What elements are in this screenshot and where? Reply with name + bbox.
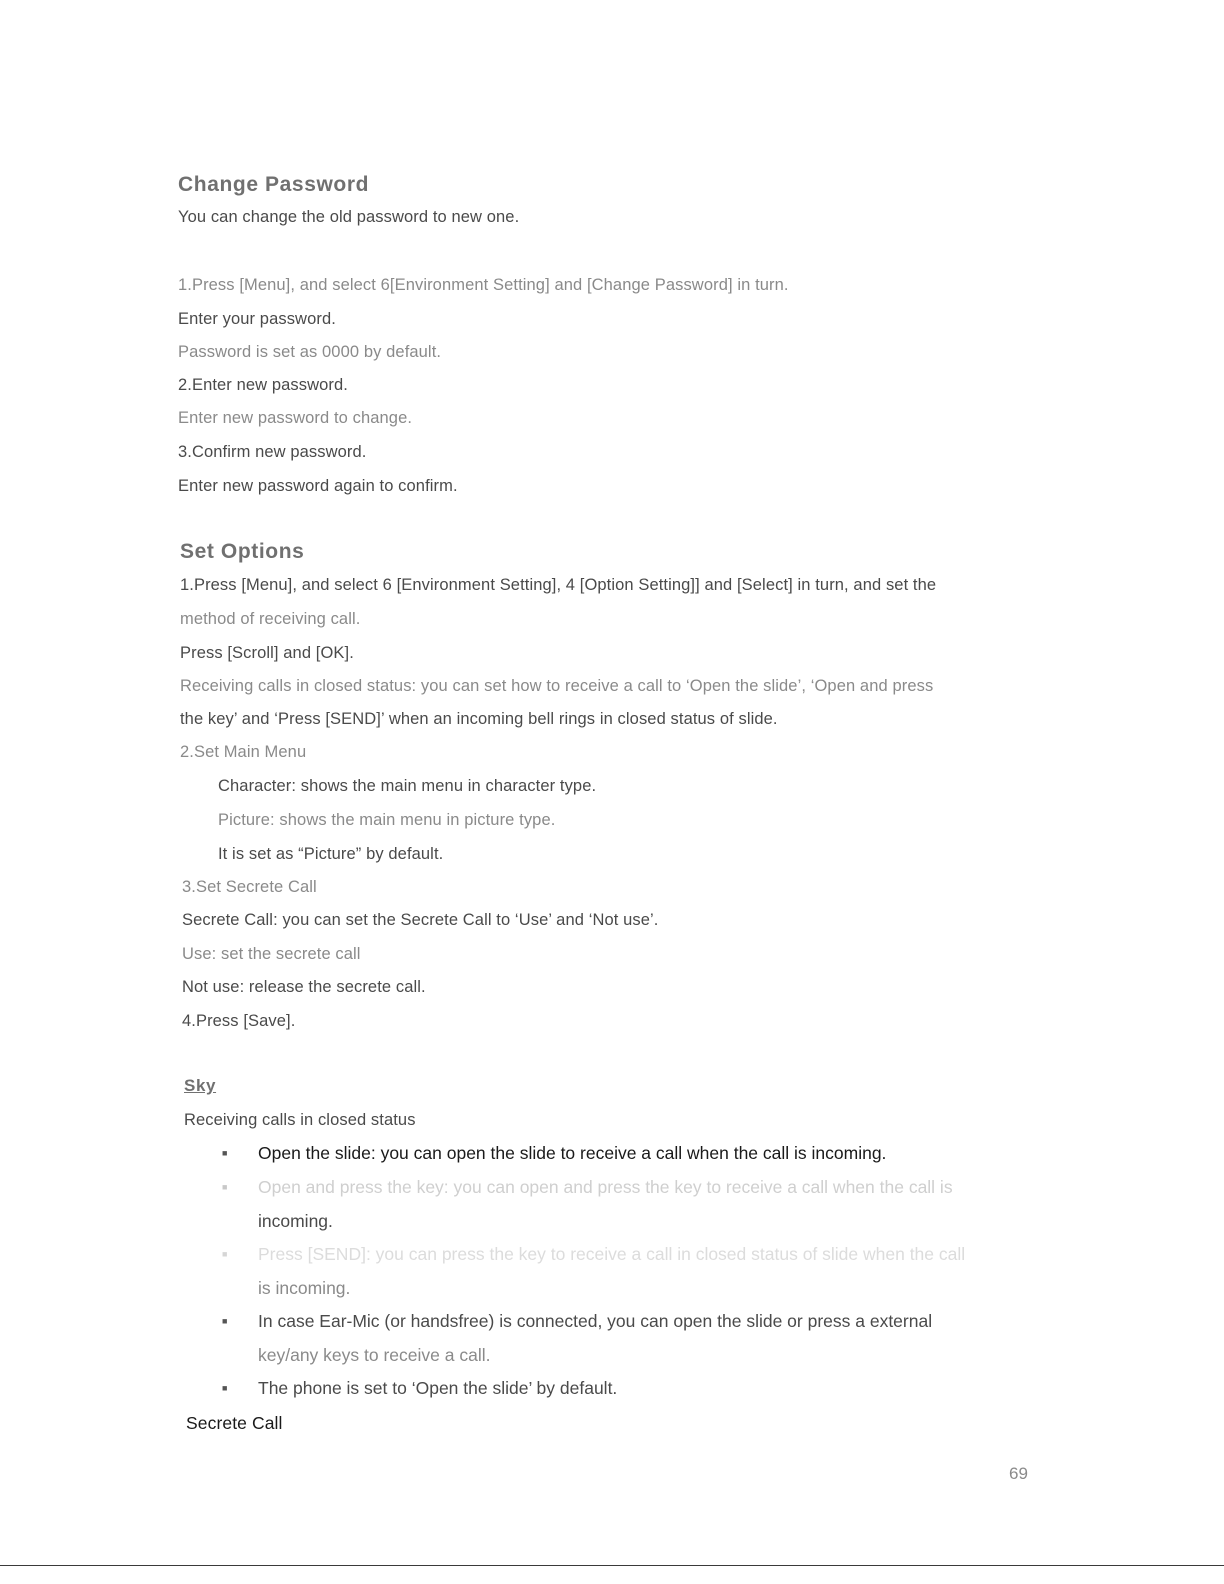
page-number: 69	[1009, 1464, 1028, 1483]
step-line: Enter your password.	[178, 310, 336, 328]
option-line: method of receiving call.	[180, 610, 361, 628]
option-line: 2.Set Main Menu	[180, 743, 307, 761]
step-line: 1.Press [Menu], and select 6[Environment Setting] and [Change Password] in turn.	[178, 276, 789, 294]
bullet-icon: ■	[222, 1182, 228, 1192]
secrete-call-heading: Secrete Call	[186, 1413, 283, 1433]
main-menu-item: Picture: shows the main menu in picture type.	[218, 811, 556, 829]
step-line: 2.Enter new password.	[178, 376, 348, 394]
set-options-heading: Set Options	[180, 540, 305, 563]
main-menu-item: Character: shows the main menu in character type.	[218, 777, 597, 795]
secrete-line: 4.Press [Save].	[182, 1012, 296, 1030]
change-password-intro: You can change the old password to new one.	[178, 208, 520, 226]
option-line: Receiving calls in closed status: you can set how to receive a call to ‘Open the slide’, ‘Open and press	[180, 677, 934, 695]
bullet-icon: ■	[222, 1316, 228, 1326]
step-line: Enter new password to change.	[178, 409, 413, 427]
bullet-icon: ■	[222, 1383, 228, 1393]
bullet-icon: ■	[222, 1249, 228, 1259]
bullet-text: Open the slide: you can open the slide to receive a call when the call is incoming.	[258, 1143, 887, 1163]
change-password-heading: Change Password	[178, 173, 370, 196]
secrete-line: Use: set the secrete call	[182, 945, 361, 963]
bullet-text: Press [SEND]: you can press the key to receive a call in closed status of slide when the call	[258, 1244, 966, 1264]
option-line: 1.Press [Menu], and select 6 [Environment Setting], 4 [Option Setting]] and [Select] in turn, and set the	[180, 576, 937, 594]
secrete-line: 3.Set Secrete Call	[182, 878, 317, 896]
bullet-text-continued: incoming.	[258, 1211, 333, 1231]
bullet-text: The phone is set to ‘Open the slide’ by default.	[258, 1378, 618, 1398]
main-menu-item: It is set as “Picture” by default.	[218, 845, 444, 863]
step-line: Enter new password again to confirm.	[178, 477, 458, 495]
option-line: the key’ and ‘Press [SEND]’ when an incoming bell rings in closed status of slide.	[180, 710, 778, 728]
bullet-text-continued: is incoming.	[258, 1278, 351, 1298]
sky-heading: Sky	[184, 1076, 217, 1095]
option-line: Press [Scroll] and [OK].	[180, 644, 354, 662]
secrete-line: Not use: release the secrete call.	[182, 978, 426, 996]
bullet-text: In case Ear-Mic (or handsfree) is connected, you can open the slide or press a external	[258, 1311, 933, 1331]
bottom-rule	[0, 1565, 1224, 1566]
step-line: Password is set as 0000 by default.	[178, 343, 442, 361]
sky-subtitle: Receiving calls in closed status	[184, 1111, 416, 1129]
bullet-text: Open and press the key: you can open and press the key to receive a call when the call is	[258, 1177, 953, 1197]
bullet-icon: ■	[222, 1148, 228, 1158]
bullet-text-continued: key/any keys to receive a call.	[258, 1345, 491, 1365]
secrete-line: Secrete Call: you can set the Secrete Call to ‘Use’ and ‘Not use’.	[182, 911, 659, 929]
step-line: 3.Confirm new password.	[178, 443, 367, 461]
